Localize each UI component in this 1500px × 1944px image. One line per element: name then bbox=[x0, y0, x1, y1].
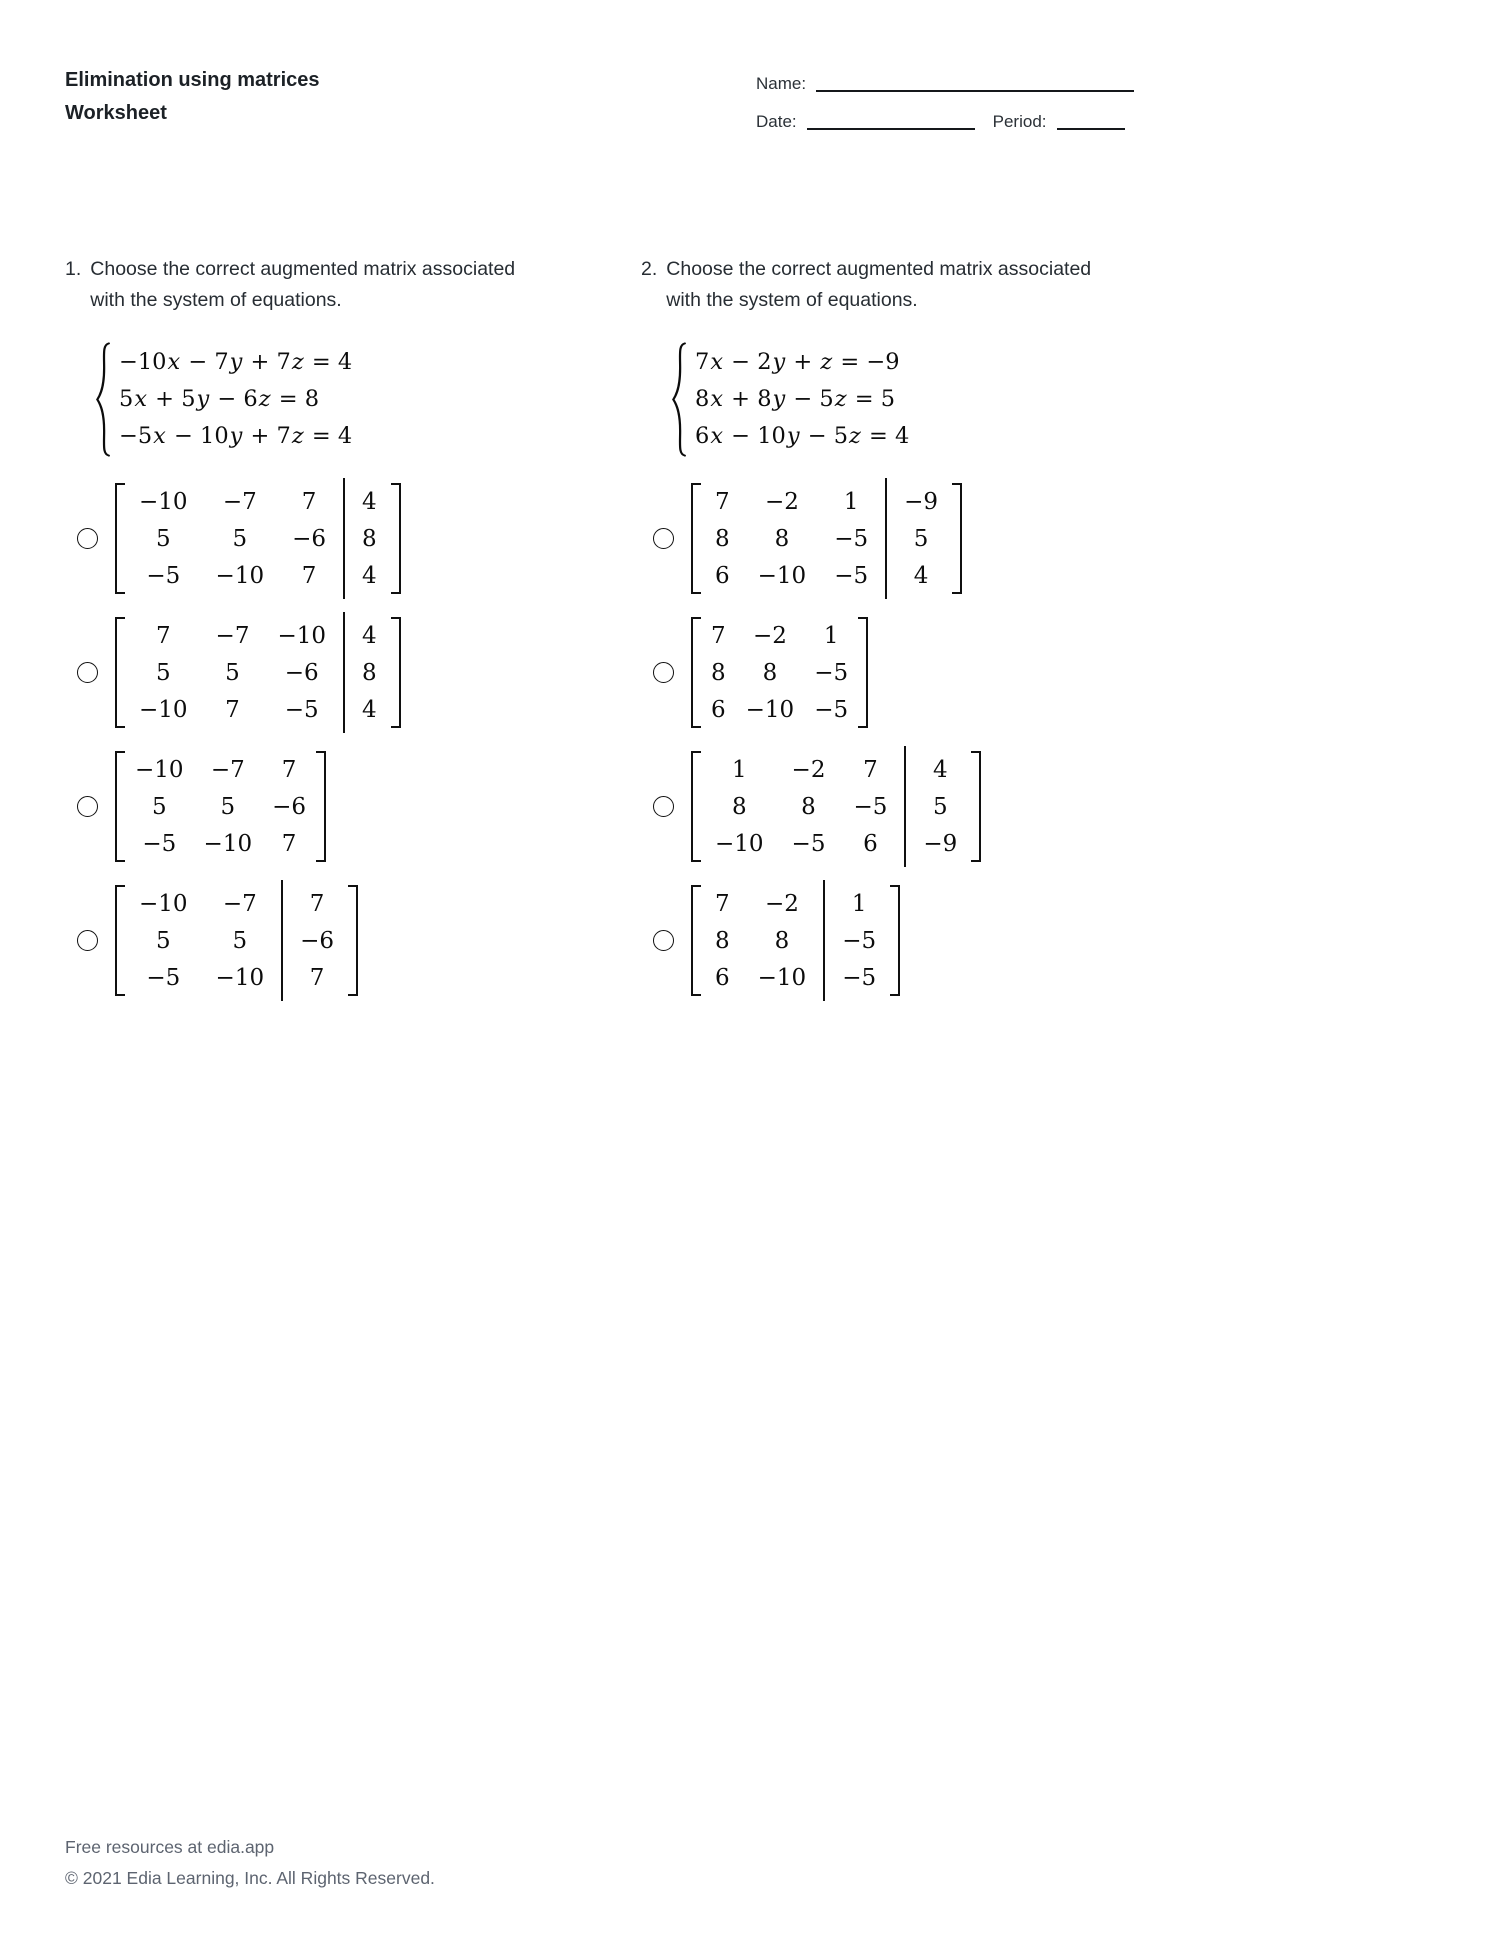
matrix-left-bracket bbox=[115, 751, 125, 862]
matrix-column bbox=[701, 885, 744, 996]
matrix-right-bracket bbox=[890, 885, 900, 996]
matrix-cell: 5 bbox=[151, 793, 167, 820]
equation: 6 x − 10 y − 5 z = 4 bbox=[695, 422, 910, 449]
matrix-column bbox=[278, 483, 340, 594]
matrix-cell: −10 bbox=[139, 890, 188, 917]
header bbox=[65, 64, 1148, 151]
question-2 bbox=[641, 254, 1147, 1014]
matrix-cell: 8 bbox=[362, 525, 377, 552]
matrix-q1-option2 bbox=[115, 612, 401, 733]
matrix-augmented-column bbox=[348, 483, 391, 594]
matrix-cell: 7 bbox=[155, 622, 171, 649]
matrix-cell: −5 bbox=[853, 793, 888, 820]
options-list bbox=[653, 478, 1147, 1001]
equation: 7 x − 2 y + z = −9 bbox=[695, 348, 900, 375]
matrix-cell: 8 bbox=[711, 659, 726, 686]
matrix-q2-option3 bbox=[691, 746, 981, 867]
matrix-cell: 8 bbox=[731, 793, 747, 820]
matrix-augmented-column bbox=[909, 751, 971, 862]
matrix-augmented-column bbox=[286, 885, 348, 996]
matrix-cell: 7 bbox=[301, 488, 317, 515]
date-period-field-row bbox=[756, 113, 1148, 130]
augmented-bar bbox=[823, 880, 825, 1001]
matrix-cell: −10 bbox=[745, 696, 795, 723]
matrix-cell: −5 bbox=[834, 562, 869, 589]
matrix-column bbox=[778, 751, 840, 862]
matrix-cell: −9 bbox=[923, 830, 958, 857]
matrix-column bbox=[736, 617, 805, 728]
augmented-bar bbox=[281, 880, 283, 1001]
matrix-column bbox=[125, 751, 194, 862]
radio-button[interactable] bbox=[77, 796, 98, 817]
worksheet-title: Elimination using matrices bbox=[65, 69, 320, 91]
matrix-left-bracket bbox=[115, 483, 125, 594]
footer-resources-text: Free resources at edia.app bbox=[65, 1837, 275, 1857]
matrix-cell: −5 bbox=[842, 927, 877, 954]
matrix-cell: −7 bbox=[222, 488, 257, 515]
period-blank-line[interactable] bbox=[1057, 116, 1125, 130]
matrix-cell: −7 bbox=[215, 622, 250, 649]
matrix-cell: −2 bbox=[752, 622, 787, 649]
matrix-cell: 7 bbox=[281, 830, 297, 857]
matrix-cell: −10 bbox=[715, 830, 764, 857]
matrix-cell: 4 bbox=[913, 562, 929, 589]
matrix-column bbox=[701, 617, 736, 728]
student-fields bbox=[756, 64, 1148, 151]
question-prompt-text bbox=[90, 254, 515, 316]
matrix-cell: 7 bbox=[711, 622, 726, 649]
matrix-right-bracket bbox=[858, 617, 868, 728]
matrix-cell: −5 bbox=[834, 525, 869, 552]
matrix-cell: 1 bbox=[823, 622, 839, 649]
matrix-cell: 7 bbox=[715, 890, 730, 917]
question-number: 2. bbox=[641, 258, 658, 280]
matrix-cell: −2 bbox=[791, 756, 826, 783]
equations bbox=[695, 341, 909, 458]
matrix-cell: 4 bbox=[932, 756, 948, 783]
matrix-column bbox=[744, 885, 821, 996]
matrix-cell: 5 bbox=[932, 793, 948, 820]
date-blank-line[interactable] bbox=[807, 116, 975, 130]
equations bbox=[119, 341, 352, 458]
matrix-left-bracket bbox=[691, 617, 701, 728]
name-field-row bbox=[756, 75, 1148, 92]
matrix-cell: 5 bbox=[155, 525, 171, 552]
title-block bbox=[65, 64, 320, 151]
matrix-cell: 5 bbox=[232, 927, 248, 954]
radio-button[interactable] bbox=[653, 930, 674, 951]
matrix-cell: 5 bbox=[913, 525, 929, 552]
matrix-cell: −6 bbox=[300, 927, 334, 954]
matrix-augmented-column bbox=[348, 617, 391, 728]
matrix-cell: 5 bbox=[225, 659, 240, 686]
question-prompt-line: Choose the correct augmented matrix associated bbox=[666, 258, 1092, 280]
matrix-column bbox=[262, 751, 316, 862]
question-1-option-4[interactable] bbox=[77, 880, 571, 1001]
matrix-cell: 4 bbox=[362, 488, 377, 515]
matrix-column bbox=[804, 617, 858, 728]
equation-system bbox=[671, 341, 1147, 458]
matrix-column bbox=[263, 617, 340, 728]
matrix-cell: −10 bbox=[135, 756, 184, 783]
matrix-q1-option4 bbox=[115, 880, 358, 1001]
date-label: Date: bbox=[756, 112, 797, 131]
matrix-cell: −6 bbox=[292, 525, 326, 552]
period-label: Period: bbox=[992, 112, 1047, 131]
matrix-column bbox=[125, 617, 202, 728]
matrix-left-bracket bbox=[115, 617, 125, 728]
question-1 bbox=[65, 254, 571, 1014]
matrix-column bbox=[202, 483, 279, 594]
matrix-left-bracket bbox=[115, 885, 125, 996]
matrix-cell: 4 bbox=[362, 696, 377, 723]
system-brace-icon bbox=[671, 341, 688, 458]
matrix-cell: −2 bbox=[764, 890, 799, 917]
matrix-cell: 4 bbox=[362, 562, 377, 589]
matrix-right-bracket bbox=[316, 751, 326, 862]
radio-button[interactable] bbox=[77, 662, 98, 683]
matrix-cell: 7 bbox=[715, 488, 730, 515]
matrix-column bbox=[202, 885, 279, 996]
matrix-cell: −5 bbox=[814, 659, 849, 686]
matrix-column bbox=[701, 751, 778, 862]
matrix-cell: 4 bbox=[362, 622, 377, 649]
radio-button[interactable] bbox=[653, 796, 674, 817]
matrix-right-bracket bbox=[391, 617, 401, 728]
matrix-left-bracket bbox=[691, 751, 701, 862]
matrix-augmented-column bbox=[890, 483, 952, 594]
matrix-cell: 7 bbox=[309, 964, 325, 991]
matrix-right-bracket bbox=[971, 751, 981, 862]
radio-button[interactable] bbox=[653, 528, 674, 549]
equation: −10 x − 7 y + 7 z = 4 bbox=[119, 348, 353, 375]
equation: 8 x + 8 y − 5 z = 5 bbox=[695, 385, 896, 412]
matrix-cell: −5 bbox=[146, 964, 181, 991]
name-label: Name: bbox=[756, 74, 807, 93]
matrix-q1-option1 bbox=[115, 478, 401, 599]
matrix-column bbox=[125, 885, 202, 996]
matrix-cell: −10 bbox=[277, 622, 326, 649]
matrix-cell: −10 bbox=[215, 562, 265, 589]
matrix-cell: −5 bbox=[146, 562, 181, 589]
matrix-cell: −2 bbox=[764, 488, 799, 515]
radio-button[interactable] bbox=[77, 930, 98, 951]
footer-copyright-text: © 2021 Edia Learning, Inc. All Rights Reserved. bbox=[65, 1868, 435, 1888]
matrix-column bbox=[125, 483, 202, 594]
matrix-column bbox=[839, 751, 901, 862]
radio-button[interactable] bbox=[77, 528, 98, 549]
matrix-column bbox=[701, 483, 744, 594]
matrix-cell: −10 bbox=[757, 562, 807, 589]
matrix-cell: 7 bbox=[281, 756, 297, 783]
matrix-cell: 8 bbox=[774, 927, 790, 954]
matrix-cell: −6 bbox=[272, 793, 306, 820]
matrix-q2-option2 bbox=[691, 612, 868, 733]
augmented-bar bbox=[343, 478, 345, 599]
equation: 5 x + 5 y − 6 z = 8 bbox=[119, 385, 320, 412]
matrix-cell: 7 bbox=[863, 756, 878, 783]
matrix-cell: −5 bbox=[842, 964, 877, 991]
matrix-cell: −9 bbox=[904, 488, 938, 515]
matrix-right-bracket bbox=[391, 483, 401, 594]
radio-button[interactable] bbox=[653, 662, 674, 683]
matrix-cell: −6 bbox=[284, 659, 319, 686]
equation-system bbox=[95, 341, 571, 458]
question-2-option-3[interactable] bbox=[653, 746, 1147, 867]
matrix-q2-option1 bbox=[691, 478, 962, 599]
question-prompt bbox=[641, 254, 1147, 316]
matrix-cell: 8 bbox=[774, 525, 790, 552]
matrix-column bbox=[744, 483, 821, 594]
matrix-column bbox=[820, 483, 882, 594]
question-number: 1. bbox=[65, 258, 82, 280]
matrix-column bbox=[194, 751, 263, 862]
matrix-cell: 6 bbox=[863, 830, 878, 857]
question-prompt-line: with the system of equations. bbox=[90, 289, 342, 311]
question-prompt-line: Choose the correct augmented matrix associated bbox=[90, 258, 516, 280]
matrix-cell: 1 bbox=[731, 756, 747, 783]
matrix-cell: −10 bbox=[757, 964, 807, 991]
augmented-bar bbox=[904, 746, 906, 867]
matrix-cell: −7 bbox=[210, 756, 245, 783]
augmented-bar bbox=[885, 478, 887, 599]
matrix-cell: −7 bbox=[222, 890, 257, 917]
system-brace-icon bbox=[95, 341, 112, 458]
augmented-bar bbox=[343, 612, 345, 733]
worksheet-subtitle: Worksheet bbox=[65, 102, 167, 124]
matrix-cell: −5 bbox=[142, 830, 177, 857]
matrix-cell: 8 bbox=[715, 927, 730, 954]
matrix-cell: 7 bbox=[301, 562, 317, 589]
matrix-column bbox=[202, 617, 264, 728]
matrix-cell: 5 bbox=[220, 793, 236, 820]
matrix-cell: 8 bbox=[362, 659, 377, 686]
matrix-right-bracket bbox=[952, 483, 962, 594]
matrix-cell: −5 bbox=[284, 696, 319, 723]
matrix-cell: 5 bbox=[155, 927, 171, 954]
question-1-option-3[interactable] bbox=[77, 746, 571, 867]
matrix-cell: 6 bbox=[715, 964, 730, 991]
matrix-left-bracket bbox=[691, 885, 701, 996]
matrix-cell: 5 bbox=[155, 659, 171, 686]
matrix-cell: −10 bbox=[215, 964, 265, 991]
equation: −5 x − 10 y + 7 z = 4 bbox=[119, 422, 353, 449]
matrix-cell: 7 bbox=[309, 890, 325, 917]
matrix-cell: 5 bbox=[232, 525, 248, 552]
question-2-option-4[interactable] bbox=[653, 880, 1147, 1001]
name-blank-line[interactable] bbox=[816, 78, 1134, 92]
matrix-cell: 6 bbox=[715, 562, 730, 589]
matrix-cell: 1 bbox=[851, 890, 867, 917]
matrix-cell: 8 bbox=[762, 659, 778, 686]
matrix-cell: −5 bbox=[814, 696, 849, 723]
question-prompt bbox=[65, 254, 571, 316]
matrix-cell: 8 bbox=[715, 525, 730, 552]
matrix-cell: 8 bbox=[801, 793, 816, 820]
question-1-option-2[interactable] bbox=[77, 612, 571, 733]
question-2-option-2[interactable] bbox=[653, 612, 1147, 733]
matrix-augmented-column bbox=[828, 885, 890, 996]
matrix-q1-option3 bbox=[115, 746, 326, 867]
question-1-option-1[interactable] bbox=[77, 478, 571, 599]
footer bbox=[65, 1832, 435, 1894]
question-prompt-text bbox=[666, 254, 1091, 316]
matrix-cell: −10 bbox=[139, 488, 188, 515]
options-list bbox=[77, 478, 571, 1001]
question-2-option-1[interactable] bbox=[653, 478, 1147, 599]
questions-container bbox=[65, 254, 1500, 1014]
matrix-cell: 1 bbox=[843, 488, 859, 515]
matrix-left-bracket bbox=[691, 483, 701, 594]
question-prompt-line: with the system of equations. bbox=[666, 289, 918, 311]
matrix-q2-option4 bbox=[691, 880, 900, 1001]
matrix-cell: −10 bbox=[139, 696, 188, 723]
matrix-right-bracket bbox=[348, 885, 358, 996]
matrix-cell: 7 bbox=[225, 696, 240, 723]
matrix-cell: 6 bbox=[711, 696, 726, 723]
matrix-cell: −10 bbox=[203, 830, 253, 857]
matrix-cell: −5 bbox=[791, 830, 826, 857]
